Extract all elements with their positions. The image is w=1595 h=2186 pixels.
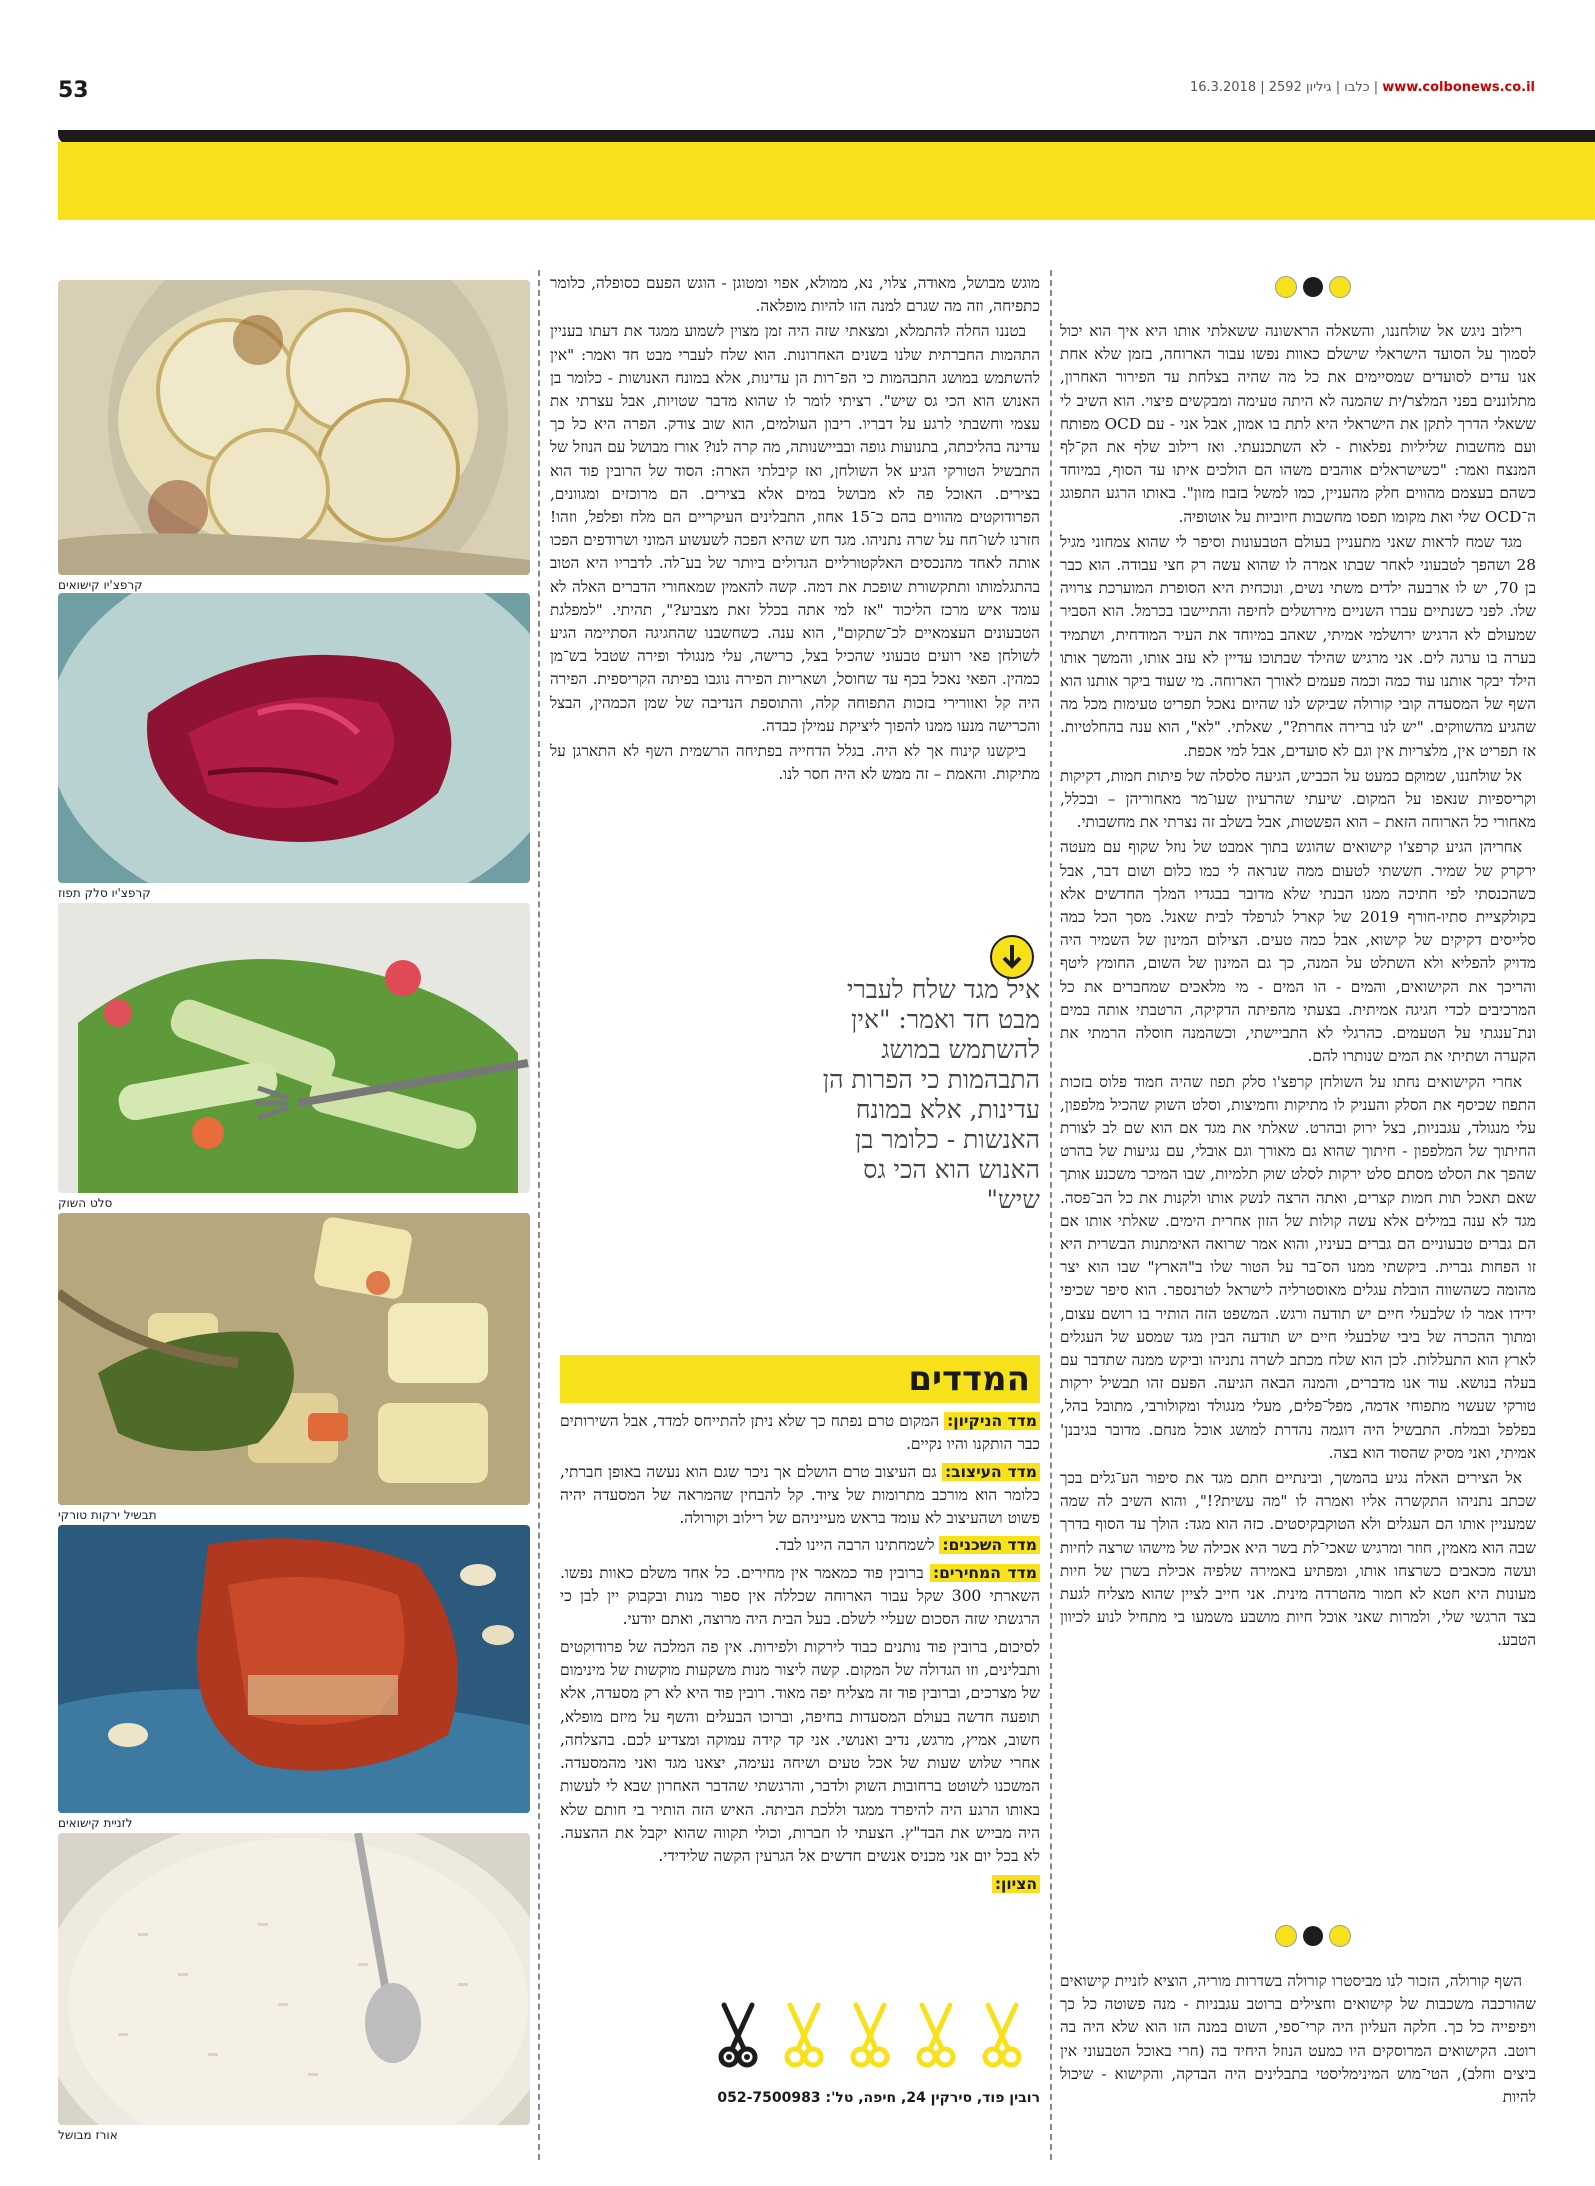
issue-number: גיליון 2592 [1268, 80, 1332, 95]
rating-scissors [705, 2000, 1035, 2070]
section-stars [1272, 276, 1354, 298]
paragraph: מגד שמח לראות שאני מתעניין בעולם הטבעונות וסיפר לי שהוא צמחוני מגיל 28 ושהפך לטבעוני לאחר שבתו אמרה לו שהוא עשה רק חצי עבודה. הוא כבר בן 70, יש לו ארבעה ילדים משתי נשים, ונוכחית היא הסופרת המוערכת צרויה שלו. לפני כשנתיים עברו השניים מירושלים לחיפה והתיישבו בכרמל. הוא הסביר שמעולם לא הרגיש ירושלמי אמיתי, שאהב במיוחד את העיר המודחית, ושתמיד בערה בו ערגה לים. אני מרגיש שהילד שבתוכו עדיין לא עזב אותו, והמשך אותו הילד יבקר אותנו עוד כמה וכמה פעמים לאורך הארוחה. מי שעוד ביקר אותנו הוא השף של המסעדה קובי קורולה שביקש לנו שהיום נאכל תפריט טעימות מכל מה שהגיע מהשווקים. "יש לנו ברירה אחרת?", שאלתי. "לא", הוא ענה בהחלטיות. אז תפריט אין, מלצריות אין וגם לא סועדים, אבל למי אכפת. [1060, 532, 1536, 760]
pull-quote: איל מגד שלח לעברי מבט חד ואמר: "אין להשתמש במושג התבהמות כי הפרות הן עדינות, אלא במונח האנשות - כלומר בן האנוש הוא הכי גס שיש" [822, 975, 1040, 1214]
star-icon [1329, 1925, 1351, 1947]
paragraph: מוגש מבושל, מאודה, צלוי, נא, ממולא, אפוי ומטוגן - הוגש הפעם כסופלה, כלומר כתפיחה, וזה מה שגרם למנה הזו להיות מופלאה. [550, 274, 1040, 316]
column-divider [538, 270, 540, 2160]
measure-label: מדד המחירים: [930, 1564, 1040, 1582]
photo-zucchini-carpaccio [58, 280, 530, 575]
measure-item [560, 1461, 1040, 1531]
right-column-text [1060, 320, 1536, 1910]
measure-label: מדד העיצוב: [942, 1463, 1040, 1481]
star-icon [1275, 1925, 1297, 1947]
measure-label: מדד השכנים: [939, 1536, 1040, 1554]
scissor-empty-icon [721, 2005, 755, 2065]
photo-caption: לזניית קישואים [58, 1816, 133, 1830]
measure-item [560, 1534, 1040, 1557]
brand-name: כלבו [1344, 80, 1370, 95]
scissor-filled-icon [985, 2005, 1019, 2065]
measure-text: לסיכום, ברובין פוד נותנים כבוד לירקות ולפירות. אין פה המלכה של פרודוקטים ותבלינים, וזו הגדולה של המקום. קשה ליצור מנות משקעות מוקשות של מינימום של מצרכים, וברובין פוד זה מצליח יפה מאוד. רובין פוד היא לא רק מסעדה, אלא תופעה חדשה בעולם המסעדות בחיפה, וברוכו הבעלים והשף על מיזם מופלא, חשוב, אמיץ, מרגש, נדיב ואנושי. אני קד קידה עמוקה ומצדיע לכם. בהצלחה, אחרי שלוש שעות של אכל טעים ושיחה נעימה, יצאנו מגד ואני מהמסעדה. המשכנו לשוטט ברחובות השוק ולדבר, והרגשתי שהדבר האחרון שבא לי לעשות באותו הרגע היה להיפרד ממגד וללכת הביתה. האיש הזה הותיר בי חותם שלא היה מבייש את הבד"ץ. הצעתי לו חברות, וכולי תקווה שהוא יקבל את ההצעה. לא בכל יום אני מכניס אנשים חדשים אל הגרעין הקשה שלידידי. [560, 1637, 1040, 1866]
star-icon [1303, 277, 1323, 297]
measure-text: המקום טרם נפתח כך שלא ניתן להתייחס למדד, אבל השירותים כבר הותקנו והיו נקיים. [560, 1412, 1040, 1454]
paragraph: אחרי הקישואים נחתו על השולחן קרפצ'ו סלק תפוז שהיה חמוד פלוס בזכות התפוז שכיסף את הסלק והעניק לו מתיקות וחמיצות, וסלט השוק שהכיל מלפפון, עלי מנגולד, עגבניות, בצל ירוק ובהרט. שאלתי את מגד אם הוא שם לב לצורת החיתוך של המלפפון - חיתוך שהוא גם מאורך וגם אובלי, עם נגיעות של בהרט שהפך את הסלט מסתם סלט ירקות לסלט שוק תלמיות, שבו המיכר משכנע אותך שאם תאכל תות חמות קצרים, ואתה הרצה לנשק אותו ולקנות את כל הב־פסה. מגד לא ענה במילים אלא עשה קולות של הזון אחרית הימים. שאלתי אותו אם הם גברים טבעוניים הם גברים בעיניו, והוא אמר שרואה האימתנות הבשרית היא זו הפחות גברית. ביקשתי ממנו הס־בר על הטור שלו ב"הארץ" שבו הוא יצר מהומה כשהשווה הובלת עגלים מאוסטרליה לישראל לטרנספר. הוא סיפר שכיפי ידידו אמר לו שלבעלי חיים יש תודעה ורגש. המשפט הזה הותיר בו רושם עצום, ומתוך ההכרה של ביבי שלבעלי חיים יש תודעה הבין מגד שמסע של העגלים לארץ הוא התעללות. לכן הוא שלח מכתב לשרה נתניהו וביקש ממנה שתדבר עם בעלה בנושא. עוד אנו מדברים, והמנה הבאה הגיעה. הפעם זהו תבשיל ירקות טורקי שעשוי מתפוחי אדמה, מפל־פלים, מעלי מנגולד ומקולורבי, מתובל בהל, בפלפל ובמלח. התבשיל היה דוגמה נהדרת למושג אוכל מנחם. מדובר בגיבנן' אמיתי, ואני מסיק שהסוד הוא בצה. [1060, 1072, 1536, 1462]
restaurant-address: רובין פוד, סירקין 24, חיפה, טל': 052-7500983 [717, 2090, 1040, 2106]
right-column-text-b [1060, 1970, 1536, 2170]
site-url[interactable]: www.colbonews.co.il [1382, 80, 1535, 95]
photo-caption: אורז מבושל [58, 2128, 118, 2142]
scissor-filled-icon [787, 2005, 821, 2065]
column-divider [1050, 270, 1052, 2160]
page-number: 53 [58, 78, 89, 103]
photo-caption: קרפצ'יו סלק תפוז [58, 886, 151, 900]
measure-item [560, 1410, 1040, 1457]
photo-turkish-stew [58, 1213, 530, 1505]
paragraph: בטננו החלה להתמלא, ומצאתי שזה היה זמן מצוין לשמוע ממגד את דעתו בעניין התהמות החברתית שלנו בשנים האחרונות. הוא שלח לעברי מבט חד ואמר: "אין להשתמש במושג התבהמות כי הפ־רות הן עדינות, אלא במונח האנושות - כלומר בן האנוש הוא הכי גס שיש". רציתי לומר לו שהוא מדבר שטויות, אבל עצרתי את עצמי וחשבתי לרגע על דבריו. ריבון העולמים, הוא שוב צודק. הפרה היא כל כך עדינה בהליכתה, בתנועות גופה ובביישנותה, מה קרה לנו? אורז מבושל עם הנוזל של התבשיל הטורקי הגיע אל השולחן, ואז קיבלתי הארה: הסוד של הרובין פוד הוא בצירים. האוכל פה לא מבושל במים אלא בצירים. הם מרוכזים ומגוונים, הפרודוקטים מהווים בהם כ־15 אחוז, התבלינים העיקריים הם מלח ופלפל, וזהו! חזרנו לשו־חח על שרה נתניהו. מגד חש שהיא הפכה לשעשוע המוני ושרודפים הפכו אותה לאחד מהנכסים האלקטורליים הגדולים ביותר של בע־לה. לדבריו היא הטוב בהתגלמותו ותתקשורת שופכת את דמה. קשה להאמין שמאחורי הדברים האלה לא עומד איש מרכז הליכוד "אז למי אתה בכלל זאת מצביע?", תהיתי. "למפלגת הטבעונים העצמאיים לכ־שתקום", הוא ענה. כשחשבנו שהחגיגה הסתיימה הגיע לשולחן פאי רועים טבעוני שהכיל בצל, כרישה, עלי מנגולד ופירה שטבל בש־מן כמהין. הפאי נאכל בכף עד שחוסל, ושאריות הפירה נוגבו בפיתה הקריספית. הפירה היה קל ואוורירי בזכות התפוחה קלה, והתוספת הנדיבה של שמן הכמהין, הבצל והכרישה מנעו ממנו להפוך ליציקת עמילן כבדה. [550, 322, 1040, 735]
paragraph: ביקשנו קינוח אך לא היה. בגלל הדחייה בפתיחה הרשמית השף לא התארגן על מתיקות. והאמת – זה ממש לא היה חסר לנו. [550, 742, 1040, 784]
photo-caption: סלט השוק [58, 1196, 113, 1210]
paragraph: אחריהן הגיע קרפצ'ו קישואים שהוגש בתוך אמבט של נוזל שקוף עם מעטה ירקרק של שמיר. חששתי לטעום ממה שנראה לי כמו כלום ושום דבר, אבל כשהכנסתי לפי חתיכה ממנו הבנתי שלא מדובר בבגדיו המלך החדשים אלא בקולקציית סתיו-חורף 2019 של קארל לגרפלד לבית שאנל. מסך הכל כמה סלייסים דקיקים של קישוא, אבל כמה טעים. הצילום המינון של השמיר היה מדויק להפליא ולא השתלט על המנה, כך גם המינון של השום, החומץ ליטף והריכך את הקישואים, והמים - הו המים - מי מלאכים שמחברים את כל המרכיבים לכדי חגיגה אמיתית. בצעתי מהפיתה הדקיקה, הרטבתי אותה במים ונת־ענגתי על הטעמים. כהרגלי לא התביישתי, וכשהמנה חוסלה הרמתי את הקערה ושתיתי את המים שנותרו להם. [1060, 838, 1536, 1066]
photo-caption: תבשיל ירקות טורקי [58, 1508, 157, 1522]
middle-column-text [550, 272, 1040, 912]
measure-label: מדד הניקיון: [944, 1412, 1040, 1430]
measure-item [560, 1873, 1040, 1896]
issue-date: 16.3.2018 [1189, 80, 1257, 95]
measures-body [560, 1410, 1040, 1990]
scissor-filled-icon [919, 2005, 953, 2065]
star-icon [1275, 276, 1297, 298]
yellow-band [58, 142, 1595, 220]
photo-cooked-rice [58, 1833, 530, 2125]
paragraph: השף קורולה, הזכור לנו מביסטרו קורולה בשדרות מוריה, הוציא לזניית קישואים שהורכבה משכבות של קישואים וחצילים ברוטב עגבניות - מנה פשוטה כל כך ויפיפייה כל כך. חלקה העליון היה קרי־ספי, השום במנה הזו הוא שלא היה בה רוטב. הקישואים המרוסקים היו כמעט הנוזל היחיד בה (חרי באוכל הטבעוני אין ביצים וחלב), הטי־מוש המינימליסטי בתבלינים היה הבדקה, והקישוא - שיכול להיות [1060, 1972, 1536, 2107]
star-icon [1303, 1926, 1323, 1946]
measures-title: המדדים [560, 1355, 1040, 1403]
section-stars [1272, 1925, 1354, 1947]
paragraph: אל שולחננו, שמוקם כמעט על הכביש, הגיעה סלסלה של פיתות חמות, דקיקות וקריספיות שנאפו על המקום. שיעתי שהרעיון שעו־מר מאחוריהן – ובכלל, מאחורי כל הארוחה הזאת – הוא הפשטות, אבל בשלב זה נצרתי את מחשבותי. [1060, 766, 1536, 832]
paragraph: רילוב ניגש אל שולחננו, והשאלה הראשונה ששאלתי אותו היא איך הוא יכול לסמוך על הסועד הישראלי שישלם כאוות נפשו עבור הארוחה, בזמן שלא אחת אנו עדים לסועדים שמסיימים את כל מה שהיה בצלחת עד הפירור האחרון, מתלוננים בפני המלצר/ית שהמנה לא היתה טעימה ומבקשים פיצוי. הוא השיב לי ששאלי הדרך לתקן את הישראלי היא לתת בו אמון, אבל אני - עם OCD מפותח ועם מחשבות שליליות נפלאות - לא השתכנעתי. ואז רילוב שלף את הק־לף המנצח ואמר: "כשישראלים אוהבים משהו הם הולכים איתו עד הסוף, במיוחד כשהם בעצמם מהווים חלק מהעניין, כמו למשל בזבוז מזון". באותו הרגע התפוגג ה־OCD שלי ואת מקומו תפסו מחשבות חיוביות על אוטופיה. [1060, 322, 1536, 526]
scissor-filled-icon [853, 2005, 887, 2065]
star-icon [1329, 276, 1351, 298]
photo-caption: קרפצ'יו קישואים [58, 578, 143, 592]
measure-text: ברובין פוד כמאמר אין מחירים. כל אחד משלם כאוות נפשו. השארתי 300 שקל עבור הארוחה שכללה אין ספור מנות ובקבוק יין לבן כי הרגשתי שזה הסכום שעליי לשלם. בעל הבית היה מרוצה, ואתם יודעי. [560, 1563, 1040, 1629]
measure-item [560, 1636, 1040, 1869]
measure-text: לשמחתינו הרבה היינו לבד. [774, 1536, 935, 1555]
header-meta: www.colbonews.co.il | כלבו | גיליון 2592 | 16.3.2018 [1189, 80, 1535, 95]
measure-item [560, 1562, 1040, 1632]
photo-market-salad [58, 903, 530, 1193]
paragraph: אל הצירים האלה נגיע בהמשך, ובינתיים חתם מגד את סיפור הע־גלים בכך שכתב נתניהו התקשרה אליו ואמרה לו "מה עשית?!", והוא השיב לה שמה שמעניין אותו הם העגלים ולא הטוקבקיסטים. כזה הוא מגד: הולך עד הסוף בדרך שבה הוא מאמין, חוזר ומרגיש שאכי־לת בשר היא אכילה של מישהו שרצה לחיות ועשה מכאבים כשרצחו אותו, ומפתיע באמירה שלפיה אכילת בשרן של חיות מעונות היא חטא לא חמור מהטרדה מינית. אני חייב לציין שהוא מצליח לגעת בצד הרגשי שלי, ולמרות שאני אוכל חיות מושבע משמעו בי מתחיל לנוע לכיוון הטבע. [1060, 1468, 1536, 1650]
score-label: הציון: [992, 1875, 1040, 1893]
photo-zucchini-lasagna [58, 1525, 530, 1813]
measure-text: גם העיצוב טרם הושלם אך ניכר שגם הוא נעשה באופן חברתי, כלומר הוא מורכב מתרומות של ציוד. קל להבחין שהמראה של המסעדה יהיה פשוט ושהעיצוב לא עומד בראש מעייניהם של רילוב וקורולה. [560, 1462, 1040, 1528]
arrow-down-icon [990, 935, 1034, 979]
photo-beet-carpaccio [58, 593, 530, 883]
